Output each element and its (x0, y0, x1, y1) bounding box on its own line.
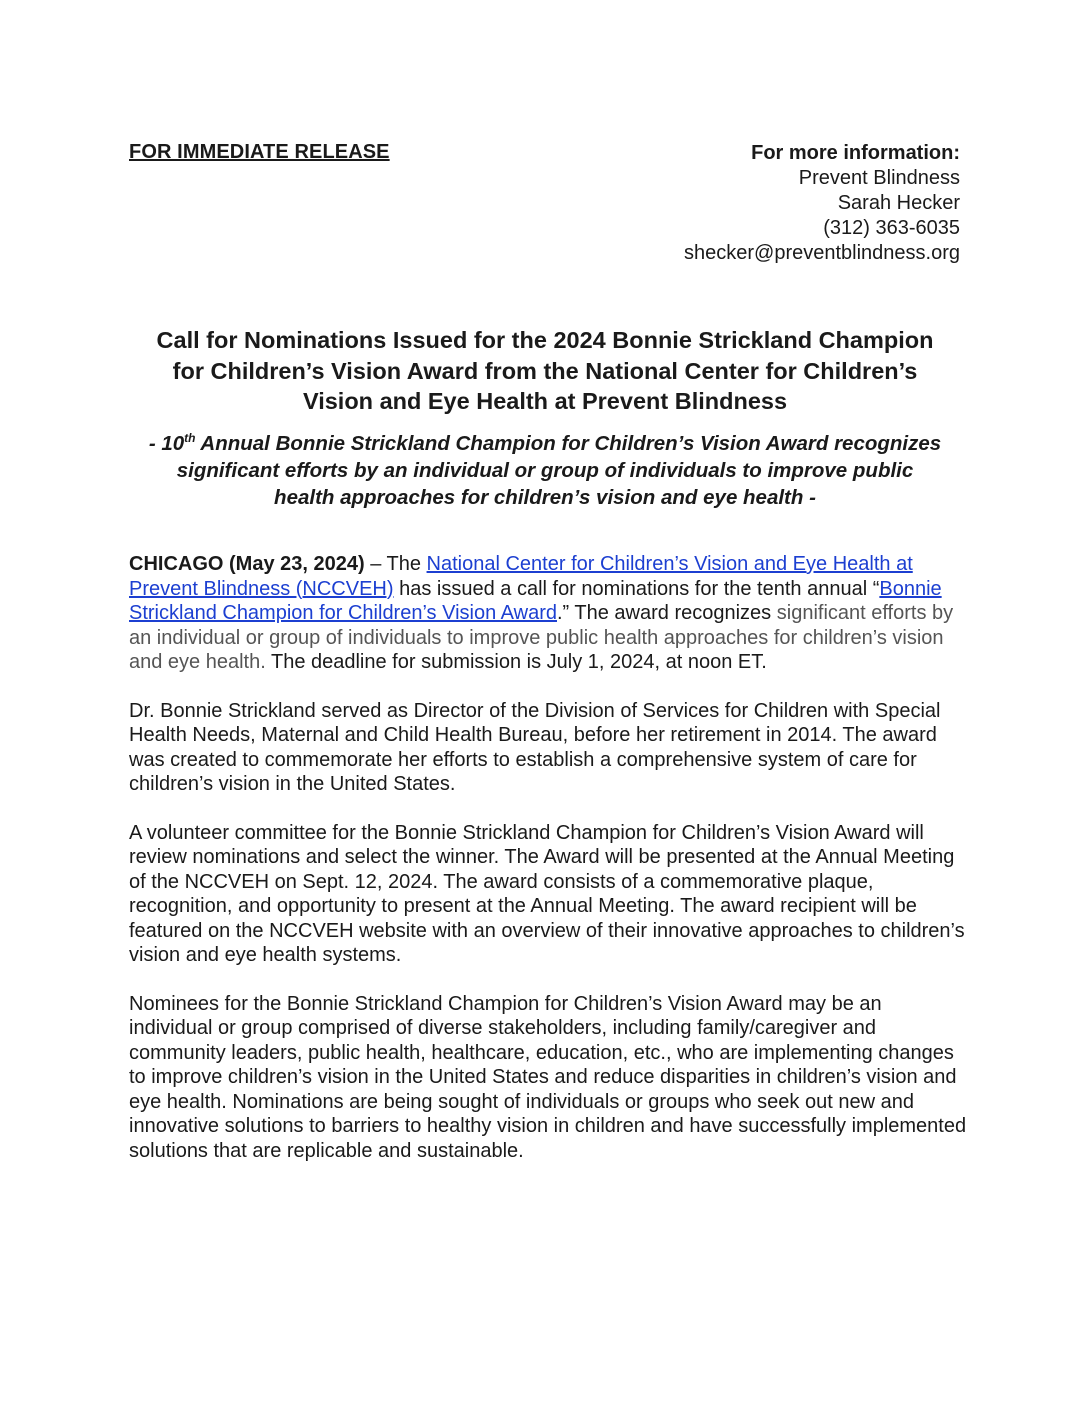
headline (120, 325, 970, 417)
subheadline-line-3: health approaches for children’s vision and eye health - (274, 486, 816, 509)
dateline: CHICAGO (May 23, 2024) (129, 553, 365, 575)
paragraph-background: Dr. Bonnie Strickland served as Director of the Division of Services for Children with Special Health Needs, Maternal and Child Health Bureau, before her retirement in 2014. The award was created to commemorate her efforts to establish a comprehensive system of care for children’s vision in the United States. (129, 699, 941, 795)
headline-line-1: Call for Nominations Issued for the 2024 Bonnie Strickland Champion (156, 327, 934, 353)
subheadline-line-1-rest: Annual Bonnie Strickland Champion for Children’s Vision Award recognizes (195, 432, 942, 455)
subheadline-line-1 (110, 430, 980, 457)
release-label: FOR IMMEDIATE RELEASE (129, 141, 390, 163)
contact-org: Prevent Blindness (798, 167, 960, 189)
contact-name: Sarah Hecker (837, 192, 960, 214)
ordinal-suffix: th (184, 431, 196, 446)
subheadline-line-2: significant efforts by an individual or group of individuals to improve public (176, 459, 914, 482)
intro-text-2: has issued a call for nominations for the tenth annual “ (393, 577, 880, 600)
intro-text-deadline: The deadline for submission is July 1, 2024, at noon ET. (265, 651, 767, 673)
intro-text-1: – The (364, 553, 427, 575)
contact-email: shecker@preventblindness.org (683, 242, 960, 264)
subheadline-prefix: - 10 (148, 432, 185, 455)
article-body (129, 552, 969, 1187)
paragraph-committee: A volunteer committee for the Bonnie Strickland Champion for Children’s Vision Award will review nominations and select the winner. The Award will be presented at the Annual Meeting of the NCCVEH on Sept. 12, 2024. The award consists of a commemorative plaque, recognition, and opportunity to present at the Annual Meeting. The award recipient will be featured on the NCCVEH website with an overview of their innovative approaches to children’s vision and eye health systems. (129, 821, 965, 966)
subheadline (110, 430, 980, 511)
intro-text-3: .” The award recognizes (557, 602, 777, 624)
headline-line-3: Vision and Eye Health at Prevent Blindness (302, 388, 788, 414)
contact-phone: (312) 363-6035 (823, 217, 960, 239)
nccveh-link[interactable]: National Center for Children’s Vision and Eye Health at Prevent Blindness (NCCVEH) (129, 553, 913, 600)
paragraph-intro (129, 552, 969, 675)
paragraph-nominees: Nominees for the Bonnie Strickland Champion for Children’s Vision Award may be an individual or group comprised of diverse stakeholders, including family/caregiver and community leaders, public health, healthcare, education, etc., who are implementing changes to improve children’s vision in the United States and reduce disparities in children’s vision and eye health. Nominations are being sought of individuals or groups who seek out new and innovative solutions to barriers to healthy vision in children and have successfully implemented solutions that are replicable and sustainable. (129, 992, 967, 1162)
contact-block (684, 141, 960, 266)
award-link[interactable]: Bonnie Strickland Champion for Children’s Vision Award (129, 577, 942, 624)
contact-heading: For more information: (751, 142, 960, 164)
intro-text-gray: significant efforts by an individual or group of individuals to improve public health approaches for children’s vision and eye health. (129, 602, 954, 673)
headline-line-2: for Children’s Vision Award from the National Center for Children’s (172, 357, 918, 384)
